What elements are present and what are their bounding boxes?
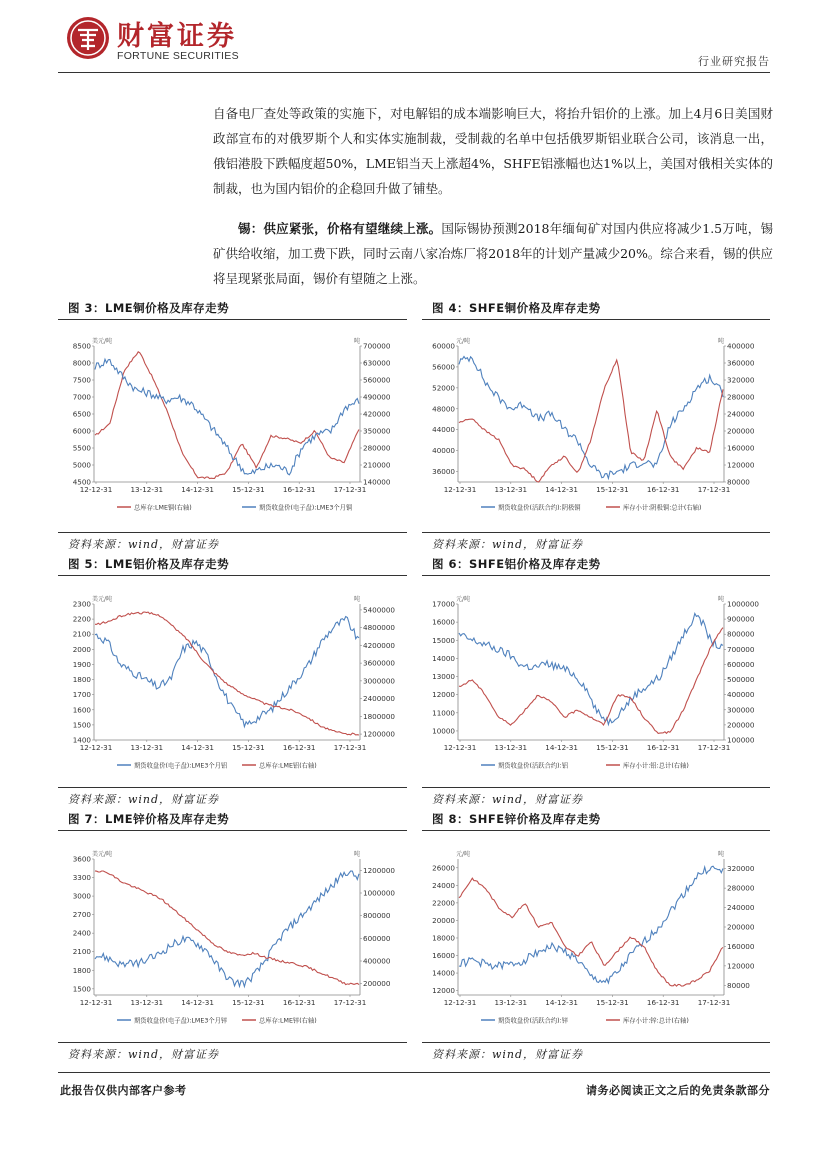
x-tick-label: 15-12-31 xyxy=(232,743,265,752)
left-tick-label: 2400 xyxy=(72,928,91,938)
x-tick-label: 15-12-31 xyxy=(232,485,265,494)
left-unit-label: 美元/吨 xyxy=(92,596,113,603)
right-tick-label: 160000 xyxy=(727,443,755,453)
left-tick-label: 2100 xyxy=(72,947,91,957)
x-tick-label: 16-12-31 xyxy=(282,485,316,494)
left-tick-label: 14000 xyxy=(432,968,455,978)
series-line-1 xyxy=(95,359,359,475)
right-tick-label: 280000 xyxy=(727,883,755,893)
chart-shfe-copper xyxy=(426,332,766,527)
left-tick-label: 2700 xyxy=(72,910,91,920)
legend-label-0: 期货收盘价(活跃合约):铝 xyxy=(498,762,569,770)
chart-shfe-aluminium xyxy=(426,590,766,785)
left-tick-label: 2100 xyxy=(72,629,91,639)
x-tick-label: 15-12-31 xyxy=(232,998,265,1007)
left-tick-label: 2300 xyxy=(72,599,91,609)
x-tick-label: 14-12-31 xyxy=(545,998,578,1007)
left-tick-label: 6500 xyxy=(72,409,91,419)
left-tick-label: 12000 xyxy=(432,690,455,700)
left-tick-label: 7500 xyxy=(72,375,91,385)
right-tick-label: 80000 xyxy=(727,980,750,990)
x-tick-label: 14-12-31 xyxy=(181,998,214,1007)
chart-lme-aluminium xyxy=(62,590,402,785)
x-tick-label: 16-12-31 xyxy=(282,998,316,1007)
x-tick-label: 12-12-31 xyxy=(79,998,113,1007)
x-tick-label: 17-12-31 xyxy=(697,998,731,1007)
x-tick-label: 12-12-31 xyxy=(443,743,477,752)
paragraph-tin xyxy=(213,216,773,291)
left-tick-label: 60000 xyxy=(432,341,455,351)
figure-3-rule xyxy=(58,319,407,320)
figure-7-rule xyxy=(58,830,407,831)
legend-label-1: 期货收盘价(电子盘):LME3个月铜 xyxy=(259,504,353,512)
series-line-0 xyxy=(95,352,359,479)
x-tick-label: 16-12-31 xyxy=(282,743,316,752)
right-tick-label: 4200000 xyxy=(363,640,396,650)
x-tick-label: 12-12-31 xyxy=(443,998,477,1007)
right-tick-label: 400000 xyxy=(363,956,391,966)
right-tick-label: 320000 xyxy=(727,375,755,385)
right-tick-label: 490000 xyxy=(363,392,391,402)
right-unit-label: 吨 xyxy=(718,338,725,345)
footer-divider xyxy=(58,1072,770,1073)
figure-4-rule xyxy=(422,319,770,320)
right-tick-label: 280000 xyxy=(363,443,391,453)
right-tick-label: 240000 xyxy=(727,409,755,419)
left-tick-label: 7000 xyxy=(72,392,91,402)
left-tick-label: 8000 xyxy=(72,358,91,368)
left-unit-label: 美元/吨 xyxy=(92,338,113,345)
x-tick-label: 13-12-31 xyxy=(494,743,528,752)
left-tick-label: 56000 xyxy=(432,362,455,372)
series-line-0 xyxy=(95,871,359,987)
series-line-1 xyxy=(459,628,723,734)
right-tick-label: 1200000 xyxy=(363,729,396,739)
left-tick-label: 14000 xyxy=(432,653,455,663)
header-divider xyxy=(58,72,770,73)
legend-label-1: 总库存:LME铝(右轴) xyxy=(259,762,317,770)
legend-label-1: 库存小计:铝:总计(右轴) xyxy=(623,762,689,770)
chart-svg xyxy=(426,332,766,527)
left-tick-label: 1500 xyxy=(72,720,91,730)
right-tick-label: 3600000 xyxy=(363,658,396,668)
right-tick-label: 240000 xyxy=(727,903,755,913)
x-tick-label: 17-12-31 xyxy=(333,743,367,752)
left-tick-label: 40000 xyxy=(432,446,455,456)
figure-3-title: 图 3：LME铜价格及库存走势 xyxy=(68,301,230,315)
left-tick-label: 22000 xyxy=(432,898,455,908)
left-tick-label: 16000 xyxy=(432,617,455,627)
left-tick-label: 24000 xyxy=(432,880,455,890)
x-tick-label: 17-12-31 xyxy=(697,485,731,494)
paragraph-aluminium: 自备电厂查处等政策的实施下，对电解铝的成本端影响巨大，将抬升铝价的上涨。加上4月6日美国财政部宣布的对俄罗斯个人和实体实施制裁，受制裁的名单中包括俄罗斯铝业联合公司，该消息一出，俄铝港股下跌幅度超50%，LME铝当天上涨超4%，SHFE铝涨幅也达1%以上，美国对俄相关实体的制裁，也为国内铝价的企稳回升做了铺垫。 xyxy=(213,106,773,196)
x-tick-label: 13-12-31 xyxy=(130,743,164,752)
right-tick-label: 600000 xyxy=(727,659,755,669)
left-tick-label: 5500 xyxy=(72,443,91,453)
chart-svg xyxy=(62,845,402,1040)
right-tick-label: 5400000 xyxy=(363,605,396,615)
x-tick-label: 13-12-31 xyxy=(130,485,164,494)
x-tick-label: 14-12-31 xyxy=(181,485,214,494)
right-tick-label: 300000 xyxy=(727,705,755,715)
legend-label-1: 库存小计:锌:总计(右轴) xyxy=(623,1017,689,1025)
right-unit-label: 吨 xyxy=(354,338,361,345)
left-tick-label: 13000 xyxy=(432,672,455,682)
figure-3-bottom-rule xyxy=(58,532,407,533)
right-tick-label: 120000 xyxy=(727,460,755,470)
left-tick-label: 1800 xyxy=(72,965,91,975)
chart-svg xyxy=(426,845,766,1040)
right-tick-label: 360000 xyxy=(727,358,755,368)
right-tick-label: 400000 xyxy=(727,690,755,700)
right-tick-label: 500000 xyxy=(727,675,755,685)
x-tick-label: 12-12-31 xyxy=(443,485,477,494)
right-tick-label: 800000 xyxy=(727,629,755,639)
right-tick-label: 1200000 xyxy=(363,865,396,875)
left-tick-label: 3000 xyxy=(72,891,91,901)
right-tick-label: 120000 xyxy=(727,961,755,971)
left-tick-label: 10000 xyxy=(432,726,455,736)
x-tick-label: 14-12-31 xyxy=(181,743,214,752)
right-tick-label: 1000000 xyxy=(363,888,396,898)
left-tick-label: 8500 xyxy=(72,341,91,351)
x-tick-label: 14-12-31 xyxy=(545,743,578,752)
legend-label-1: 总库存:LME锌(右轴) xyxy=(259,1017,317,1025)
fortune-securities-logo-icon xyxy=(66,16,110,60)
x-tick-label: 13-12-31 xyxy=(494,485,528,494)
left-unit-label: 元/吨 xyxy=(456,596,471,603)
left-tick-label: 52000 xyxy=(432,383,455,393)
legend-label-0: 总库存:LME铜(右轴) xyxy=(134,504,192,512)
right-tick-label: 2400000 xyxy=(363,694,396,704)
left-tick-label: 2000 xyxy=(72,644,91,654)
legend-label-0: 期货收盘价(活跃合约):阴极铜 xyxy=(498,504,581,512)
figure-5-bottom-rule xyxy=(58,787,407,788)
right-unit-label: 吨 xyxy=(354,851,361,858)
left-tick-label: 4500 xyxy=(72,477,91,487)
tin-heading: 锡：供应紧张，价格有望继续上涨。 xyxy=(238,221,442,236)
left-tick-label: 36000 xyxy=(432,467,455,477)
left-tick-label: 20000 xyxy=(432,915,455,925)
right-tick-label: 560000 xyxy=(363,375,391,385)
right-tick-label: 200000 xyxy=(363,979,391,989)
series-line-1 xyxy=(95,612,359,735)
right-tick-label: 700000 xyxy=(363,341,391,351)
left-tick-label: 16000 xyxy=(432,951,455,961)
chart-shfe-zinc xyxy=(426,845,766,1040)
chart-svg xyxy=(62,332,402,527)
series-line-0 xyxy=(459,866,723,983)
right-tick-label: 400000 xyxy=(727,341,755,351)
legend-label-1: 库存小计:阴极铜:总计(右轴) xyxy=(623,504,702,512)
left-tick-label: 12000 xyxy=(432,986,455,996)
right-tick-label: 900000 xyxy=(727,614,755,624)
legend-label-0: 期货收盘价(电子盘):LME3个月铝 xyxy=(134,762,228,770)
x-tick-label: 15-12-31 xyxy=(596,998,629,1007)
left-tick-label: 1900 xyxy=(72,659,91,669)
figure-7-bottom-rule xyxy=(58,1042,407,1043)
figure-7-source: 资料来源：wind，财富证券 xyxy=(68,1048,220,1061)
series-line-1 xyxy=(459,878,723,986)
left-tick-label: 17000 xyxy=(432,599,455,609)
figure-4-bottom-rule xyxy=(422,532,770,533)
right-tick-label: 160000 xyxy=(727,941,755,951)
left-tick-label: 3600 xyxy=(72,854,91,864)
figure-3-source: 资料来源：wind，财富证券 xyxy=(68,538,220,551)
series-line-0 xyxy=(459,614,723,725)
figure-6-rule xyxy=(422,575,770,576)
figure-6-bottom-rule xyxy=(422,787,770,788)
left-tick-label: 2200 xyxy=(72,614,91,624)
figure-6-title: 图 6：SHFE铝价格及库存走势 xyxy=(432,557,601,571)
right-tick-label: 350000 xyxy=(363,426,391,436)
x-tick-label: 12-12-31 xyxy=(79,485,113,494)
left-tick-label: 1600 xyxy=(72,705,91,715)
right-tick-label: 600000 xyxy=(363,933,391,943)
left-tick-label: 3300 xyxy=(72,873,91,883)
right-tick-label: 200000 xyxy=(727,922,755,932)
x-tick-label: 12-12-31 xyxy=(79,743,113,752)
figure-8-source: 资料来源：wind，财富证券 xyxy=(432,1048,584,1061)
right-tick-label: 320000 xyxy=(727,864,755,874)
x-tick-label: 14-12-31 xyxy=(545,485,578,494)
right-tick-label: 100000 xyxy=(727,735,755,745)
series-line-1 xyxy=(459,360,723,482)
legend-label-0: 期货收盘价(活跃合约):锌 xyxy=(498,1017,569,1025)
x-tick-label: 13-12-31 xyxy=(130,998,164,1007)
x-tick-label: 17-12-31 xyxy=(697,743,731,752)
figure-4-source: 资料来源：wind，财富证券 xyxy=(432,538,584,551)
chart-lme-zinc xyxy=(62,845,402,1040)
x-tick-label: 16-12-31 xyxy=(646,743,680,752)
right-tick-label: 420000 xyxy=(363,409,391,419)
left-tick-label: 11000 xyxy=(432,708,455,718)
figure-5-title: 图 5：LME铝价格及库存走势 xyxy=(68,557,230,571)
x-tick-label: 17-12-31 xyxy=(333,998,367,1007)
figure-8-rule xyxy=(422,830,770,831)
figure-8-bottom-rule xyxy=(422,1042,770,1043)
left-unit-label: 元/吨 xyxy=(456,851,471,858)
left-tick-label: 6000 xyxy=(72,426,91,436)
x-tick-label: 16-12-31 xyxy=(646,485,680,494)
right-unit-label: 吨 xyxy=(718,596,725,603)
right-tick-label: 3000000 xyxy=(363,676,396,686)
right-tick-label: 280000 xyxy=(727,392,755,402)
series-line-0 xyxy=(95,617,359,727)
figure-5-rule xyxy=(58,575,407,576)
left-tick-label: 1500 xyxy=(72,984,91,994)
left-tick-label: 44000 xyxy=(432,425,455,435)
left-unit-label: 美元/吨 xyxy=(92,851,113,858)
right-tick-label: 80000 xyxy=(727,477,750,487)
left-unit-label: 元/吨 xyxy=(456,338,471,345)
right-tick-label: 140000 xyxy=(363,477,391,487)
right-tick-label: 630000 xyxy=(363,358,391,368)
right-tick-label: 200000 xyxy=(727,426,755,436)
left-tick-label: 48000 xyxy=(432,404,455,414)
tin-text: 国际锡协预测2018年缅甸矿对国内供应将减少1.5万吨，锡矿供给收缩，加工费下跌，同时云南八家冶炼厂将2018年的计划产量减少20%。综合来看，锡的供应将呈现紧张局面，锡价有望随之上涨。 xyxy=(213,221,773,286)
right-tick-label: 1800000 xyxy=(363,711,396,721)
footer-disclaimer-left: 此报告仅供内部客户参考 xyxy=(60,1084,187,1097)
left-tick-label: 26000 xyxy=(432,863,455,873)
left-tick-label: 1400 xyxy=(72,735,91,745)
right-tick-label: 800000 xyxy=(363,911,391,921)
left-tick-label: 18000 xyxy=(432,933,455,943)
x-tick-label: 15-12-31 xyxy=(596,743,629,752)
right-tick-label: 700000 xyxy=(727,644,755,654)
right-tick-label: 210000 xyxy=(363,460,391,470)
chart-lme-copper xyxy=(62,332,402,527)
x-tick-label: 16-12-31 xyxy=(646,998,680,1007)
right-tick-label: 200000 xyxy=(727,720,755,730)
brand-name-cn: 财富证券 xyxy=(117,21,237,52)
series-line-0 xyxy=(459,357,723,479)
legend-label-0: 期货收盘价(电子盘):LME3个月锌 xyxy=(134,1017,228,1025)
report-type-label: 行业研究报告 xyxy=(698,55,770,68)
right-unit-label: 吨 xyxy=(354,596,361,603)
left-tick-label: 1800 xyxy=(72,675,91,685)
figure-5-source: 资料来源：wind，财富证券 xyxy=(68,793,220,806)
left-tick-label: 15000 xyxy=(432,635,455,645)
series-line-1 xyxy=(95,871,359,985)
chart-svg xyxy=(62,590,402,785)
x-tick-label: 15-12-31 xyxy=(596,485,629,494)
left-tick-label: 1700 xyxy=(72,690,91,700)
brand-name-en: FORTUNE SECURITIES xyxy=(117,50,239,62)
chart-svg xyxy=(426,590,766,785)
x-tick-label: 17-12-31 xyxy=(333,485,367,494)
figure-6-source: 资料来源：wind，财富证券 xyxy=(432,793,584,806)
figure-8-title: 图 8：SHFE锌价格及库存走势 xyxy=(432,812,601,826)
footer-disclaimer-right: 请务必阅读正文之后的免责条款部分 xyxy=(586,1084,770,1097)
right-unit-label: 吨 xyxy=(718,851,725,858)
figure-4-title: 图 4：SHFE铜价格及库存走势 xyxy=(432,301,601,315)
left-tick-label: 5000 xyxy=(72,460,91,470)
figure-7-title: 图 7：LME锌价格及库存走势 xyxy=(68,812,230,826)
right-tick-label: 1000000 xyxy=(727,599,760,609)
x-tick-label: 13-12-31 xyxy=(494,998,528,1007)
right-tick-label: 4800000 xyxy=(363,623,396,633)
